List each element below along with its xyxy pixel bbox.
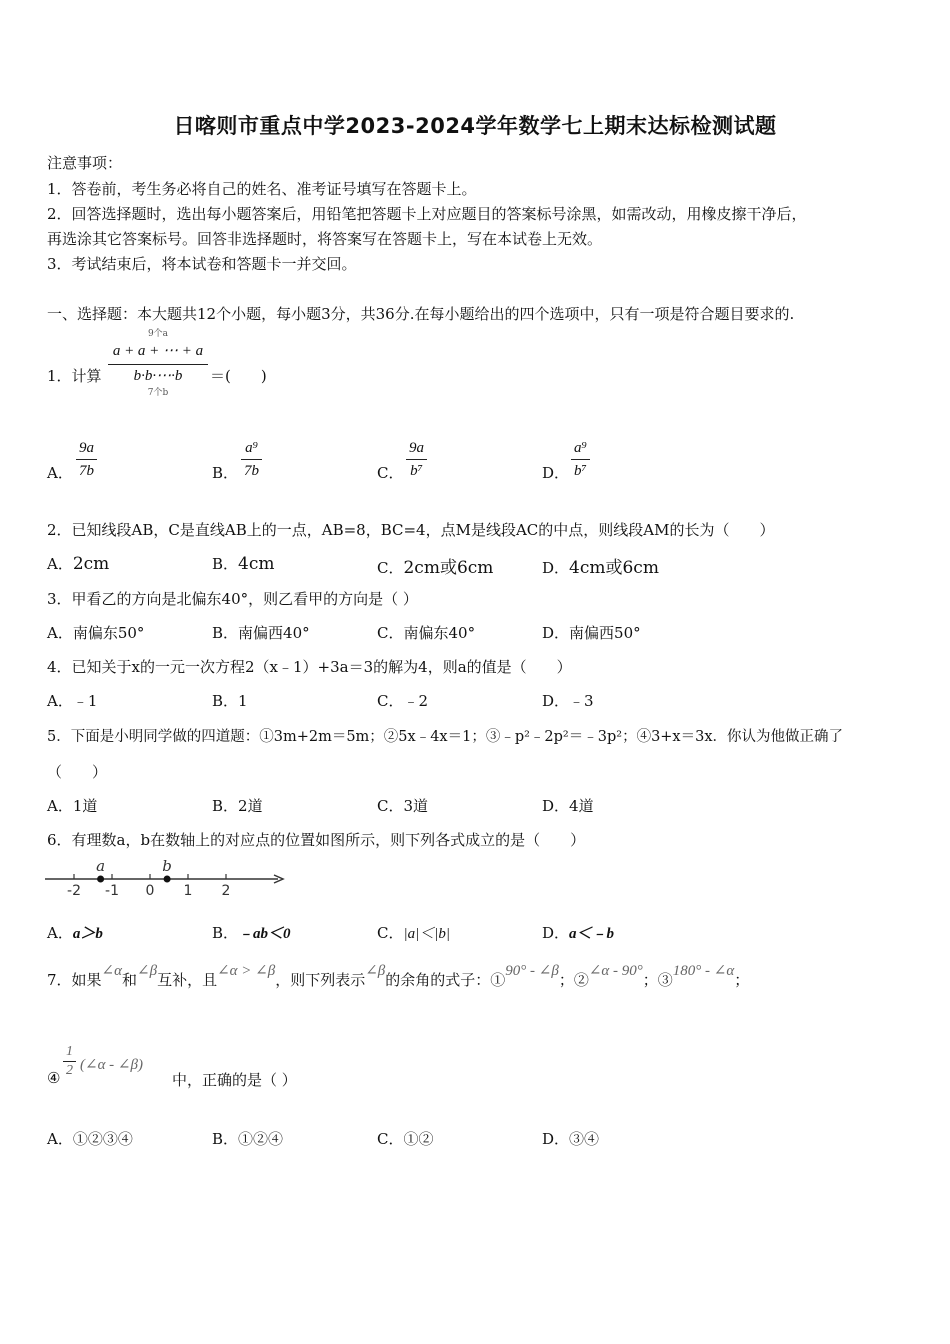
q3-option-c[interactable] (377, 622, 475, 643)
option-label: C． (377, 559, 404, 577)
option-text: ③④ (569, 1130, 600, 1148)
q7-option-c[interactable] (377, 1128, 434, 1149)
q1-option-d-fraction (571, 437, 590, 482)
option-text: 1 (238, 692, 248, 710)
option-text: 4cm或6cm (569, 558, 659, 578)
option-label: C． (377, 624, 404, 642)
q1-option-a-fraction (76, 437, 97, 482)
q3-option-a[interactable] (47, 622, 144, 643)
fraction-denominator: 7b (79, 463, 94, 479)
q1-fraction (108, 328, 208, 399)
option-text: 4道 (569, 797, 594, 815)
option-text: ﹣2 (403, 692, 429, 710)
option-text: ﹣ab＜0 (238, 926, 291, 942)
option-label: C． (377, 692, 404, 710)
number-line-tick-label: -1 (105, 883, 119, 899)
q7-half-fraction (63, 1043, 76, 1080)
q4-option-b[interactable] (212, 690, 248, 711)
q7-text-part: 互补，且 (157, 971, 218, 989)
q5-option-b[interactable] (212, 795, 263, 816)
q7-line1 (47, 963, 750, 990)
q7-math: 90° - ∠β (505, 963, 559, 979)
note-item: 1．答卷前，考生务必将自己的姓名、准考证号填写在答题卡上。 (47, 180, 477, 198)
q2-option-b[interactable] (212, 553, 275, 574)
q1-option-c-fraction (406, 437, 427, 482)
q2-text: 2．已知线段AB，C是直线AB上的一点，AB=8，BC=4，点M是线段AC的中点，则线段AM的长为（ ） (47, 521, 775, 539)
option-label: B． (212, 924, 239, 942)
option-label: A． (47, 624, 73, 642)
option-text: 南偏西50° (569, 624, 641, 642)
q7-option-a[interactable] (47, 1128, 133, 1149)
q7-option-d[interactable] (542, 1128, 599, 1149)
notes-heading: 注意事项： (47, 154, 123, 172)
q4-option-c[interactable] (377, 690, 428, 711)
option-label: A． (47, 1130, 73, 1148)
option-label: D． (542, 1130, 570, 1148)
q3-option-d[interactable] (542, 622, 641, 643)
q7-text-part: ，则下列表示 (275, 971, 366, 989)
q1-bottom-brace: 7个b (147, 388, 169, 398)
q1-option-b-fraction (241, 437, 262, 482)
q1-prefix: 1．计算 (47, 367, 102, 385)
note-item: 2．回答选择题时，选出每小题答案后，用铅笔把答题卡上对应题目的答案标号涂黑，如需改动，用橡皮擦干净后， (47, 205, 807, 223)
option-label: C． (377, 797, 404, 815)
option-label: A． (47, 692, 73, 710)
option-label: B． (212, 692, 239, 710)
fraction-denominator: 7b (244, 463, 259, 479)
option-label: B． (212, 624, 239, 642)
number-line-tick-label: 0 (145, 883, 155, 899)
option-label: C． (377, 924, 404, 942)
section-heading: 一、选择题：本大题共12个小题，每小题3分，共36分.在每小题给出的四个选项中，只有一项是符合题目要求的. (47, 305, 795, 323)
q5-option-c[interactable] (377, 795, 428, 816)
option-label: B． (212, 1130, 239, 1148)
option-label: D． (542, 559, 570, 577)
q1-suffix: ＝( ) (210, 367, 267, 385)
option-label: B． (212, 555, 239, 573)
option-text: a＜﹣b (569, 926, 615, 942)
q7-text-part: ；③ (642, 971, 673, 989)
fraction-numerator: a⁹ (571, 437, 590, 460)
option-text: a＞b (72, 926, 103, 942)
fraction-denominator: b⁷ (574, 463, 587, 479)
q7-text-part: ； (734, 971, 750, 989)
q3-option-b[interactable] (212, 622, 310, 643)
number-line (40, 853, 290, 903)
option-label: D． (542, 624, 570, 642)
fraction-denominator: b⁷ (410, 463, 423, 479)
option-label: A． (47, 555, 73, 573)
q7-text-part: ；② (558, 971, 589, 989)
option-text: 南偏东50° (72, 624, 145, 642)
q6-option-a[interactable] (47, 922, 103, 943)
number-line-point (97, 876, 104, 883)
q7-text-part: 7．如果 (47, 971, 102, 989)
q6-text: 6．有理数a，b在数轴上的对应点的位置如图所示，则下列各式成立的是（ ） (47, 831, 586, 849)
option-text: 南偏西40° (238, 624, 310, 642)
fraction-numerator: 1 (63, 1043, 76, 1062)
option-text: ①②③④ (72, 1130, 133, 1148)
q5-text: 5．下面是小明同学做的四道题：①3m+2m＝5m；②5x﹣4x＝1；③﹣p²﹣2p²＝﹣3p²；④3+x＝3x．你认为他做正确了 (47, 729, 844, 745)
q7-text-part: 的余角的式子：① (385, 971, 506, 989)
q7-expression-4: (∠α - ∠β) (80, 1057, 143, 1073)
fraction-numerator: 9a (76, 437, 97, 460)
number-line-tick-label: 1 (183, 883, 193, 899)
option-label: B． (212, 797, 239, 815)
q5-text-continued: （ ） (47, 763, 108, 781)
note-item: 3．考试结束后，将本试卷和答题卡一并交回。 (47, 255, 357, 273)
option-text: ①② (403, 1130, 434, 1148)
q2-option-a[interactable] (47, 553, 109, 574)
option-label: D． (542, 692, 570, 710)
q7-question-end: 中，正确的是（ ） (172, 1071, 297, 1089)
q7-math: ∠α (101, 963, 122, 979)
option-label: C． (377, 1130, 404, 1148)
q5-option-d[interactable] (542, 795, 594, 816)
q1-numerator: a + a + ⋯ + a (108, 340, 208, 365)
option-text: ①②④ (238, 1130, 284, 1148)
option-text: ﹣1 (72, 692, 98, 710)
page-title: 日喀则市重点中学2023-2024学年数学七上期末达标检测试题 (173, 114, 777, 138)
q1-denominator: b·b·⋯·b (133, 368, 183, 384)
q6-option-d[interactable] (542, 922, 614, 943)
q7-option-b[interactable] (212, 1128, 283, 1149)
q4-option-a[interactable] (47, 690, 97, 711)
option-label: A． (47, 924, 73, 942)
q7-math: ∠α - 90° (588, 963, 643, 979)
option-text: 2cm (72, 554, 110, 574)
option-text: 3道 (403, 797, 429, 815)
q1-option-label[interactable]: C． (377, 464, 404, 482)
q4-option-d[interactable] (542, 690, 594, 711)
q5-option-a[interactable] (47, 795, 97, 816)
q7-circle-4: ④ (47, 1069, 61, 1087)
option-label: D． (542, 797, 570, 815)
q7-math: ∠β (365, 963, 386, 979)
option-text: 南偏东40° (403, 624, 476, 642)
q6-option-b[interactable] (212, 922, 291, 943)
q1-option-label[interactable]: A． (47, 464, 73, 482)
q2-option-d[interactable] (542, 553, 659, 578)
option-text: 2cm或6cm (403, 558, 494, 578)
q2-option-c[interactable] (377, 553, 493, 578)
number-line-tick-label: -2 (67, 883, 81, 899)
q7-math: ∠β (137, 963, 158, 979)
option-text: |a|＜|b| (403, 926, 450, 942)
option-label: A． (47, 797, 73, 815)
q7-math: ∠α > ∠β (217, 963, 276, 979)
number-line-point (164, 876, 171, 883)
q3-text: 3．甲看乙的方向是北偏东40°，则乙看甲的方向是（ ） (47, 590, 418, 608)
option-text: ﹣3 (569, 692, 594, 710)
option-label: D． (542, 924, 570, 942)
note-item: 再选涂其它答案标号。回答非选择题时，将答案写在答题卡上，写在本试卷上无效。 (47, 230, 603, 248)
q1-top-brace: 9个a (147, 329, 169, 339)
q1-option-label[interactable]: D． (542, 464, 570, 482)
option-text: 2道 (238, 797, 263, 815)
number-line-point-label: a (96, 857, 106, 875)
option-text: 1道 (72, 797, 98, 815)
fraction-numerator: 9a (406, 437, 427, 460)
fraction-numerator: a⁹ (241, 437, 262, 460)
number-line-point-label: b (162, 857, 172, 875)
q1-option-label[interactable]: B． (212, 464, 239, 482)
q4-text: 4．已知关于x的一元一次方程2（x﹣1）+3a＝3的解为4，则a的值是（ ） (47, 658, 572, 676)
q7-math: 180° - ∠α (672, 963, 735, 979)
fraction-denominator: 2 (66, 1063, 73, 1078)
q7-text-part: 和 (122, 971, 138, 989)
q6-option-c[interactable] (377, 922, 450, 943)
option-text: 4cm (238, 554, 275, 574)
number-line-tick-label: 2 (221, 883, 231, 899)
